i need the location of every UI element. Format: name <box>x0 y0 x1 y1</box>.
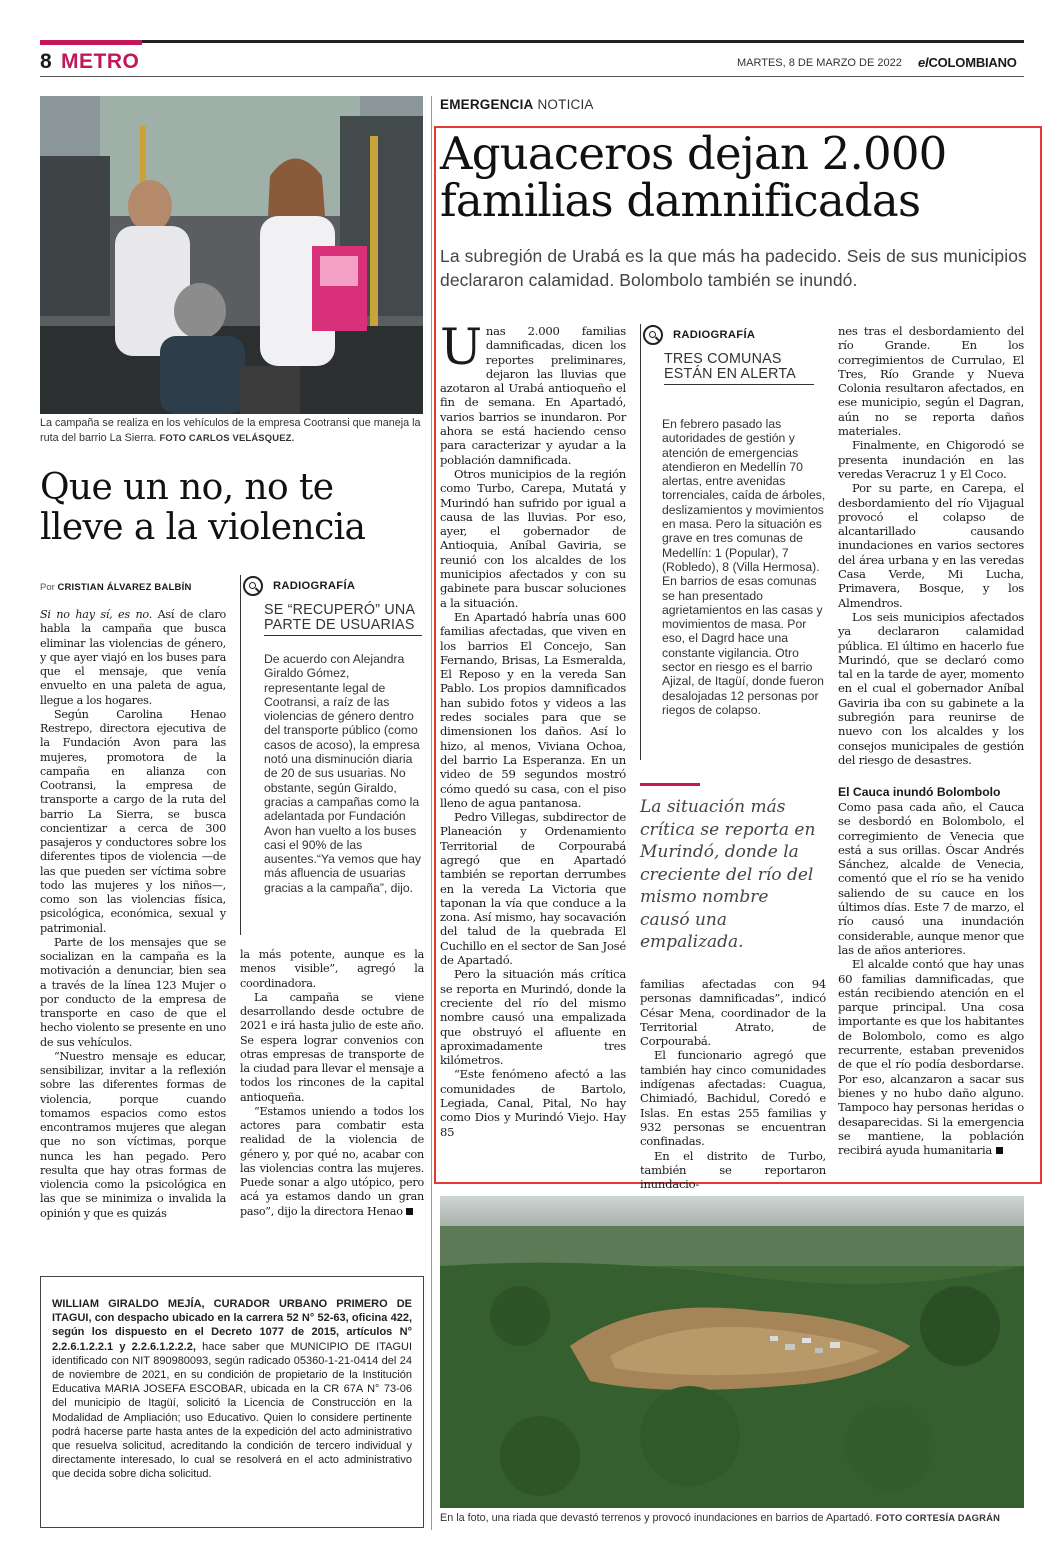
left-col1-p2: Según Carolina Henao Restrepo, directora ejecutiva de la Fundación Avon para las mujeres, promotora de la campaña en alianza con Cootransi, la empresa de transporte a cargo de la ruta del barrio La Sierra, se busca concientizar a cerca de 300 pasajeros y conductores sobre los diferentes tipos de violencia —de las que pueden ser víctima sobre todo las mujeres y los niños—, como son las violencias física, psicológica, económica, sexual y patrimonial. <box>40 707 226 935</box>
main-col3-p2: Finalmente, en Chigorodó se presenta inundación en las veredas Veracruz 1 y El Coco. <box>838 438 1024 481</box>
left-col2-p3 <box>240 1105 424 1219</box>
left-col1-p3: Parte de los mensajes que se socializan en la campaña es la motivación a denunciar, bien sea a través de la línea 123 Mujer o por conducto de la empresa de transporte en caso de que el hecho violento se presente en uno de sus vehículos. <box>40 935 226 1049</box>
dropcap: U <box>440 318 482 376</box>
main-article-col2-bottom <box>640 977 826 1191</box>
left-col2-p1: la más potente, aunque es la menos visible”, agregó la coordinadora. <box>240 948 424 990</box>
end-mark-main <box>996 1147 1003 1154</box>
left-radiografia-text: De acuerdo con Alejandra Giraldo Gómez, representante legal de Cootransi, a raíz de las violencias de género dentro del transporte público (como casos de acoso), la empresa notó una disminución diaria de 20 de sus usuarias. No obstante, según Giraldo, gracias a campañas como la adelantada por Fundación Avon han vuelto a los buses casi el 90% de las ausentes.“Ya vemos que hay más afluencia de usuarias gracias a la campaña”, dijo. <box>264 652 421 895</box>
left-headline-line2: lleve a la violencia <box>40 507 366 548</box>
bus-photo-caption-text: La campaña se realiza en los vehículos de la empresa Cootransi que maneja la ruta del barrio La Sierra. <box>40 417 421 444</box>
main-radiografia-title: TRES COMUNAS ESTÁN EN ALERTA <box>664 352 814 385</box>
page-number: 8 <box>40 50 52 73</box>
left-headline <box>40 468 423 548</box>
lead-italic: Si no hay sí, es no. <box>40 608 153 621</box>
left-col1-p1-text: Así de claro habla la campaña que busca eliminar las violencias de género, y que ayer viajó en los buses para que el mensaje, que venía envuelto en una paleta de agua, llegue a los hogares. <box>40 608 226 707</box>
left-headline-line1: Que un no, no te <box>40 467 334 508</box>
header-bottom-rule <box>40 76 1024 77</box>
main-subhead: La subregión de Urabá es la que más ha padecido. Seis de sus municipios declararon calamidad. Bolombolo también se inundó. <box>440 246 1027 290</box>
main-col1-p1 <box>440 318 626 467</box>
main-article-col3-bottom <box>838 800 1024 1157</box>
legal-notice-text <box>52 1297 412 1482</box>
main-radiografia-text: En febrero pasado las autoridades de gestión y atención de emergencias atendieron en Medellín 70 alertas, entre avenidas torrenciales, caída de árboles, deslizamientos y movimientos en masa. Pero la situación es grave en tres comunas de Medellín: 1 (Popular), 7 (Robledo), 8 (Villa Hermosa). En barrios de esas comunas se han presentado agrietamientos en las casas y movimientos de masa. Por eso, el Dagrd hace una constante vigilancia. Otro sector en riesgo es el barrio Ajizal, de Itagüí, donde fueron desalojadas 12 personas por riegos de colapso. <box>662 417 826 717</box>
left-article-col2 <box>240 948 424 1219</box>
newspaper-logo <box>918 55 1017 70</box>
left-col2-p3-text: “Estamos uniendo a todos los actores para combatir esta realidad de la violencia de género y, por qué no, acabar con las violencias contra las mujeres. Puede sonar a algo utópico, pero acá ya estamos dando un gran paso”, dijo la directora Henao <box>240 1104 424 1218</box>
byline-prefix: Por <box>40 582 55 593</box>
main-article-col1 <box>440 318 626 1139</box>
end-mark-left <box>406 1208 413 1215</box>
logo-el: el <box>918 55 929 70</box>
main-kicker <box>440 97 594 112</box>
header-date: MARTES, 8 DE MARZO DE 2022 <box>737 57 902 69</box>
flood-photo-credit: FOTO CORTESÍA DAGRÁN <box>875 1512 1001 1523</box>
main-col1-p2: Otros municipios de la región como Turbo, Carepa, Mutatá y Murindó han sufrido por igual a causa de las lluvias. Por eso, ayer, el gobernador de Antioquia, Aníbal Gaviria, se reunió con los alcaldes de los municipios afectados y con su gabinete para buscar soluciones a la situación. <box>440 466 626 610</box>
left-radiografia-magnifier-icon <box>243 576 263 596</box>
main-radiografia-label: RADIOGRAFÍA <box>673 329 756 341</box>
flood-aerial-photo <box>440 1196 1024 1508</box>
flood-photo-caption-text: En la foto, una riada que devastó terrenos y provocó inundaciones en barrios de Apartadó. <box>440 1512 873 1524</box>
section-name: METRO <box>61 50 140 73</box>
kicker-bold: EMERGENCIA <box>440 97 534 112</box>
main-col1-p4: Pedro Villegas, subdirector de Planeación y Ordenamiento Territorial de Corpourabá agregó que en Apartadó también se reportan derrumbes en la vereda La Victoria que taponan la vía que conduce a la zona. Así mismo, hay socavación del talud de la quebrada El Cuchillo en el sector de San José de Apartadó. <box>440 810 626 968</box>
left-radiografia-title: SE “RECUPERÓ” UNA PARTE DE USUARIAS <box>264 603 422 636</box>
main-article-col3-top <box>838 324 1024 767</box>
main-col3-p1: nes tras el desbordamiento del río Grande. En los corregimientos de Currulao, El Tres, Río Grande y Nueva Colonia resultaron afectados, en ese municipio, según el Dagran, aún no se reporta daños materiales. <box>838 324 1024 439</box>
bus-photo-caption <box>40 417 423 445</box>
main-headline-line2: familias damnificadas <box>440 174 921 227</box>
main-col2-p3: En el distrito de Turbo, también se reportaron inundacio- <box>640 1148 826 1192</box>
pullquote: La situación más crítica se reporta en Murindó, donde la creciente del río del mismo nombre causó una empalizada. <box>640 797 816 952</box>
col3-subhead: El Cauca inundó Bolombolo <box>838 785 1001 799</box>
main-col3-b1: Como pasa cada año, el Cauca se desbordó en Bolombolo, el corregimiento de Venecia que está a sus orillas. Óscar Andrés Sánchez, alcalde de Venecia, comentó que el río se ha venido saliendo de su cauce en los últimos días. Este 7 de marzo, el río causó una inundación considerable, aunque menor que las de años anteriores. <box>838 800 1024 957</box>
left-col1-p1 <box>40 608 226 708</box>
main-headline <box>440 127 1030 227</box>
bus-photo-credit: FOTO CARLOS VELÁSQUEZ. <box>159 431 295 443</box>
pullquote-rule <box>640 783 700 786</box>
left-byline <box>40 582 192 593</box>
left-article-col1 <box>40 608 226 1221</box>
logo-name: COLOMBIANO <box>928 55 1017 70</box>
main-col1-p1-text: nas 2.000 familias damnificadas, dicen los reportes preliminares, dejaron las lluvias que azotaron al Urabá antioqueño el fin de semana. En Apartadó, varios barrios se inundaron. Por ahora se está haciendo censo para caracterizar y ayudar a la población damnificada. <box>440 324 626 467</box>
main-col3-b2-text: El alcalde contó que hay unas 60 familias damnificadas, que están recibiendo atención en el parque principal. Una cosa importante es que los habitantes de Bolombolo, como es algo recurrente, estaban prevenidos de que el río podía desbordarse. Por eso, alcanzaron a sacar sus bienes y no hubo daño alguno. Tampoco hay personas heridas o desaparecidas. Si la emergencia se mantiene, la población recibirá ayuda humanitaria <box>838 957 1024 1158</box>
byline-name: CRISTIAN ÁLVAREZ BALBÍN <box>57 582 192 593</box>
left-col1-p4: “Nuestro mensaje es educar, sensibilizar, invitar a la reflexión sobre las diferentes formas de violencia, porque cuando tomamos espacios como estos encontramos mujeres que alegan que no son víctimas, porque nunca les han pegado. Pero resulta que hay otras formas de violencia como la psicológica en las que se minimiza o invalida la opinión y que es quizás <box>40 1049 226 1220</box>
main-col3-b2 <box>838 957 1024 1157</box>
main-col1-p5: Pero la situación más crítica se reporta en Murindó, donde la creciente del río del mismo nombre causó una empalizada que obstruyó el afluente en aproximadamente tres kilómetros. <box>440 967 626 1068</box>
main-col3-p3: Por su parte, en Carepa, el desbordamiento del río Vijagual provocó el colapso de alcantarillado causando inundaciones en varios sectores del área urbana y en las veredas Casa Verde, Mi Lucha, Primavera, Bosque, y los Almendros. <box>838 481 1024 610</box>
main-col3-p4: Los seis municipios afectados ya declararon calamidad pública. El último en hacerlo fue Murindó, que se declaró como tal en la tarde de ayer, momento en el cual el gobernador Aníbal Gaviria iba con su gabinete a la subregión para reunirse de nuevo con los alcaldes y los consejos municipales de gestión del riesgo de desastres. <box>838 609 1024 767</box>
column-separator <box>431 96 432 1530</box>
left-col2-p2: La campaña se viene desarrollando desde octubre de 2021 e irá hasta julio de este año. Se espera lograr convenios con otras empresas de transporte de la ciudad para llevar el mensaje a todos los rincones de la capital antioqueña. <box>240 990 424 1104</box>
bus-campaign-photo <box>40 96 423 414</box>
main-headline-line1: Aguaceros dejan 2.000 <box>440 127 947 180</box>
header-top-bar <box>40 40 1024 43</box>
main-radiografia-magnifier-icon <box>643 325 663 345</box>
main-col2-p1: familias afectadas con 94 personas damnificadas”, indicó César Mena, coordinador de la Territorial Atrato, de Corpourabá. <box>640 977 826 1049</box>
kicker-light: NOTICIA <box>537 97 594 112</box>
left-radiografia-label: RADIOGRAFÍA <box>273 580 356 592</box>
flood-photo-caption <box>440 1511 1024 1526</box>
main-col1-p6: “Este fenómeno afectó a las comunidades de Bartolo, Legiada, Canal, Pital, No hay como Dios y Murindó Viejo. Hay 85 <box>440 1067 626 1139</box>
header-section-tab <box>40 40 142 45</box>
legal-notice-bold: WILLIAM GIRALDO MEJÍA, CURADOR URBANO PRIMERO DE ITAGUI, con despacho ubicado en la carrera 52 N° 52-63, oficina 422, según los dispuesto en el Decreto 1077 de 2015, artículos N° 2.2.6.1.2.2.1 y 2.2.6.1.2.2.2, <box>52 1298 412 1353</box>
flood-photo-illustration <box>440 1196 1024 1508</box>
main-col1-p3: En Apartadó habría unas 600 familias afectadas, que viven en los barrios El Concejo, San Fernando, Brisas, La Esmeralda, El Reposo y en la vereda San Pablo. Los propios damnificados han subido fotos y videos a las redes sociales para que se dimensionen los daños. Así lo hizo, al menos, Viviana Ochoa, del barrio La Esperanza. En un video de 59 segundos mostró cómo quedó su casa, con el piso lleno de agua pantanosa. <box>440 609 626 810</box>
legal-notice-rest: hace saber que MUNICIPIO DE ITAGUI identificado con NIT 890980093, según radicado 05360-1-21-0414 del 24 de noviembre de 2021, en su condición de propietario de la Institución Educativa MARIA JOSEFA ESCOBAR, ubicada en la CR 67A N° 73-06 del municipio de Itagüí, solicitó la Licencia de Construcción en la Modalidad de Ampliación; uso Educativo. Quien lo considere pertinente podrá hacerse parte hasta antes de la expedición del acto administrativo que resuelva solicitud, acreditando la condición de tercero individual y directamente interesado, lo cual se resolverá en el acto administrativo que decida sobre dicha solicitud. <box>52 1340 413 1481</box>
main-col2-p2: El funcionario agregó que también hay cinco comunidades indígenas afectadas: Cuagua, Chimiadó, Bachidul, Coredó e Islas. En estas 255 familias y 932 personas se encuentran confinadas. <box>640 1048 826 1149</box>
bus-photo-illustration <box>40 96 423 414</box>
